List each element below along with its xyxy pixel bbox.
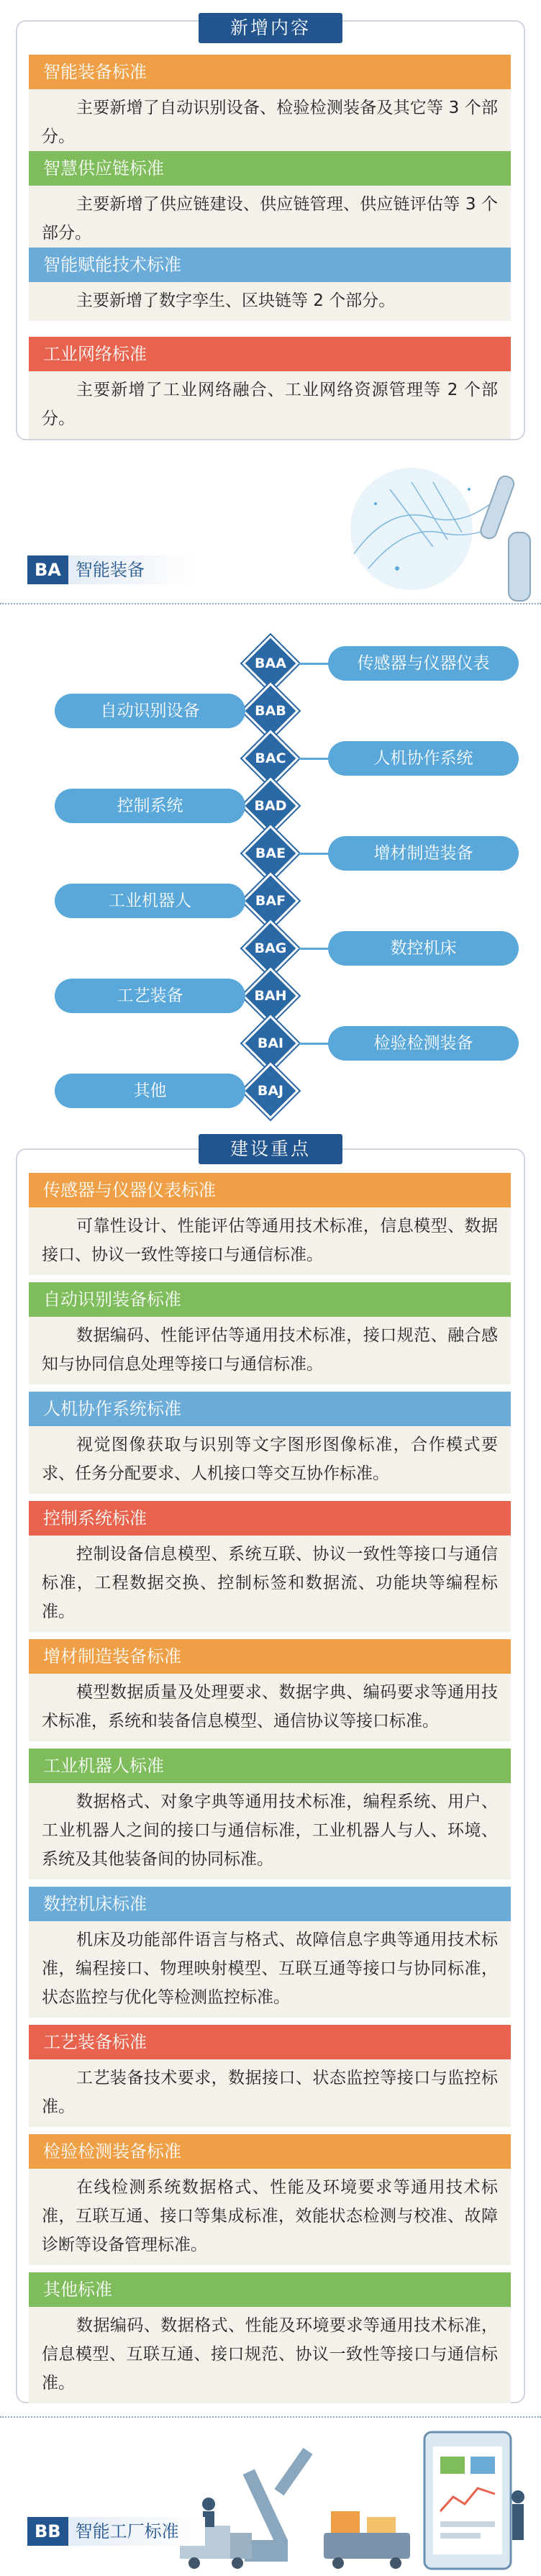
tree-node-label: 控制系统 <box>55 789 245 823</box>
tree-node-code: BAD <box>254 798 287 814</box>
standard-card <box>29 1282 511 1384</box>
factory-illustration <box>180 2425 540 2576</box>
card-heading: 控制系统标准 <box>29 1501 511 1536</box>
added-content-title: 新增内容 <box>199 13 342 43</box>
tree-node-code: BAI <box>257 1035 284 1051</box>
tree-node-code: BAG <box>254 940 287 956</box>
standard-card <box>29 1173 511 1275</box>
section-code: BB <box>27 2517 68 2546</box>
tree-node-label: 传感器与仪器仪表 <box>328 646 519 681</box>
card-body: 主要新增了工业网络融合、工业网络资源管理等 2 个部分。 <box>42 381 498 428</box>
card-body: 主要新增了数字孪生、区块链等 2 个部分。 <box>76 291 396 310</box>
focus-title: 建设重点 <box>199 1134 342 1164</box>
tree-node-code: BAC <box>255 750 286 766</box>
tree-connector <box>299 758 331 760</box>
tree-node-label: 数控机床 <box>328 931 519 966</box>
card-body: 工艺装备技术要求，数据接口、状态监控等接口与监控标准。 <box>42 2069 498 2116</box>
tree-node-label: 自动识别设备 <box>55 694 245 728</box>
card-heading: 智慧供应链标准 <box>29 151 511 186</box>
section-code: BA <box>27 555 68 584</box>
tree-connector <box>299 663 331 665</box>
tree-node-code: BAE <box>255 845 286 861</box>
standard-card <box>29 1392 511 1494</box>
card-body: 可靠性设计、性能评估等通用技术标准，信息模型、数据接口、协议一致性等接口与通信标准。 <box>42 1217 498 1264</box>
card-body: 数据编码、数据格式、性能及环境要求等通用技术标准，信息模型、互联互通、接口规范、协议一致性等接口与通信标准。 <box>42 2316 498 2393</box>
card-body: 机床及功能部件语言与格式、故障信息字典等通用技术标准，编程接口、物理映射模型、互联互通等接口与协同标准，状态监控与优化等检测监控标准。 <box>42 1931 498 2007</box>
section-tag-bb <box>27 2514 205 2549</box>
section-divider <box>0 603 541 604</box>
section-divider <box>0 2416 541 2418</box>
card-heading: 传感器与仪器仪表标准 <box>29 1173 511 1207</box>
tree-connector <box>299 853 331 855</box>
card-heading: 智能装备标准 <box>29 55 511 89</box>
tree-node-label: 增材制造装备 <box>328 836 519 871</box>
card-body: 数据编码、性能评估等通用技术标准，接口规范、融合感知与协同信息处理等接口与通信标准。 <box>42 1326 498 1374</box>
card-heading: 人机协作系统标准 <box>29 1392 511 1426</box>
card-body: 主要新增了自动识别设备、检验检测装备及其它等 3 个部分。 <box>42 99 498 146</box>
standard-card <box>29 2025 511 2127</box>
standard-card <box>29 1887 511 2018</box>
card-heading: 智能赋能技术标准 <box>29 248 511 282</box>
standard-card <box>29 248 511 321</box>
tree-node-label: 工业机器人 <box>55 884 245 918</box>
card-body: 主要新增了供应链建设、供应链管理、供应链评估等 3 个部分。 <box>42 195 498 242</box>
tree-node-label: 其他 <box>55 1074 245 1108</box>
tree-node-code: BAB <box>255 703 286 719</box>
tree-connector <box>299 1043 331 1045</box>
card-heading: 工业机器人标准 <box>29 1749 511 1783</box>
card-heading: 数控机床标准 <box>29 1887 511 1921</box>
robot-hand-illustration <box>325 461 541 604</box>
card-heading: 检验检测装备标准 <box>29 2134 511 2169</box>
section-name: 智能工厂标准 <box>68 2517 205 2546</box>
card-heading: 自动识别装备标准 <box>29 1282 511 1317</box>
card-body: 模型数据质量及处理要求、数据字典、编码要求等通用技术标准，系统和装备信息模型、通信协议等接口标准。 <box>42 1683 498 1731</box>
card-heading: 工艺装备标准 <box>29 2025 511 2059</box>
section-name: 智能装备 <box>68 555 198 584</box>
card-body: 控制设备信息模型、系统互联、协议一致性等接口与通信标准，工程数据交换、控制标签和数据流、功能块等编程标准。 <box>42 1545 498 1621</box>
tree-node-code: BAA <box>255 656 286 671</box>
card-heading: 工业网络标准 <box>29 337 511 371</box>
tree-node-label: 检验检测装备 <box>328 1026 519 1061</box>
card-body: 视觉图像获取与识别等文字图形图像标准，合作模式要求、任务分配要求、人机接口等交互协作标准。 <box>42 1436 498 1483</box>
standard-card <box>29 1501 511 1632</box>
standard-card <box>29 151 511 253</box>
standard-card <box>29 337 511 439</box>
section-tag-ba <box>27 553 198 587</box>
tree-node-label: 人机协作系统 <box>328 741 519 776</box>
card-body: 数据格式、对象字典等通用技术标准，编程系统、用户、工业机器人之间的接口与通信标准，工业机器人与人、环境、系统及其他装备间的协同标准。 <box>42 1792 498 1869</box>
standard-card <box>29 1639 511 1741</box>
card-heading: 增材制造装备标准 <box>29 1639 511 1674</box>
standard-card <box>29 1749 511 1879</box>
card-body: 在线检测系统数据格式、性能及环境要求等通用技术标准，互联互通、接口等集成标准，效能状态检测与校准、故障诊断等设备管理标准。 <box>42 2178 498 2254</box>
card-heading: 其他标准 <box>29 2272 511 2307</box>
tree-node-label: 工艺装备 <box>55 979 245 1013</box>
tree-node-code: BAF <box>255 893 286 909</box>
standard-card <box>29 2272 511 2403</box>
standard-card <box>29 2134 511 2265</box>
tree-node-code: BAJ <box>257 1083 284 1099</box>
tree-connector <box>299 948 331 950</box>
standard-card <box>29 55 511 157</box>
tree-node-code: BAH <box>254 988 287 1004</box>
